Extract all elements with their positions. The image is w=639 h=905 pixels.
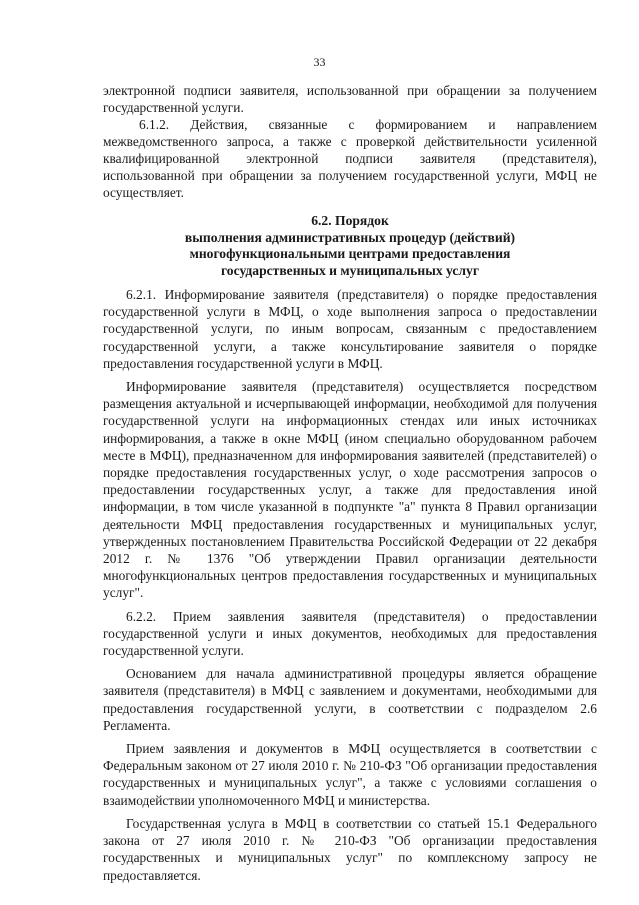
paragraph-complex-request: Государственная услуга в МФЦ в соответствии со статьей 15.1 Федерального закона от 27 июля 2010 г. № 210-ФЗ "Об организации предоставления государственных и муниципальных услуг" по комплексному запросу не предоставляется. xyxy=(103,815,597,883)
heading-line-3: многофункциональными центрами предоставления xyxy=(189,246,511,261)
intro-continuation: электронной подписи заявителя, использованной при обращении за получением государственной услуги. xyxy=(103,83,597,115)
paragraph-6-1-2: 6.1.2. Действия, связанные с формированием и направлением межведомственного запроса, а также с проверкой действительности усиленной квалифицированной электронной подписи заявителя (представителя), использованной при обращении за получением государственной услуги, МФЦ не осуществляет. xyxy=(103,117,597,200)
paragraph-reception: Прием заявления и документов в МФЦ осуществляется в соответствии с Федеральным законом от 27 июля 2010 г. № 210-ФЗ "Об организации предоставления государственных и муниципальных услуг", а также с условиями соглашения о взаимодействии уполномоченного МФЦ и министерства. xyxy=(103,741,597,808)
heading-line-1: 6.2. Порядок xyxy=(311,213,389,228)
intro-block xyxy=(103,82,597,201)
paragraph-informing: Информирование заявителя (представителя) осуществляется посредством размещения актуальной и исчерпывающей информации, необходимой для получения государственной услуги на информационных стендах или иных источниках информирования, а также в окне МФЦ (ином специально оборудованном рабочем месте в МФЦ), предназначенном для информирования заявителей (представителей) о порядке предоставления государственных услуг, о ходе рассмотрения запросов о предоставлении государственных услуг, а также для предоставления иной информации, в том числе указанной в подпункте "а" пункта 8 Правил организации деятельности МФЦ предоставления государственных и муниципальных услуг, утвержденных постановлением Правительства Российской Федерации от 22 декабря 2012 г. № 1376 "Об утверждении Правил организации деятельности многофункциональных центров предоставления государственных и муниципальных услуг". xyxy=(103,379,597,601)
section-heading xyxy=(103,213,597,279)
paragraph-6-2-2: 6.2.2. Прием заявления заявителя (представителя) о предоставлении государственной услуги и иных документов, необходимых для предоставления государственной услуги. xyxy=(103,608,597,659)
page-number: 33 xyxy=(313,55,326,69)
paragraph-6-2-1: 6.2.1. Информирование заявителя (представителя) о порядке предоставления государственной услуги в МФЦ, о ходе выполнения запроса о предоставлении государственной услуги, по иным вопросам, связанным с предоставлением государственной услуги, а также консультирование заявителя о порядке предоставления государственной услуги в МФЦ. xyxy=(103,287,597,371)
heading-line-4: государственных и муниципальных услуг xyxy=(220,262,480,278)
heading-line-2: выполнения административных процедур (действий) xyxy=(184,229,516,245)
paragraph-basis: Основанием для начала административной процедуры является обращение заявителя (представителя) в МФЦ с заявлением и документами, необходимыми для предоставления государственной услуги, в соответствии с подразделом 2.6 Регламента. xyxy=(103,666,597,733)
section-body xyxy=(103,286,597,890)
